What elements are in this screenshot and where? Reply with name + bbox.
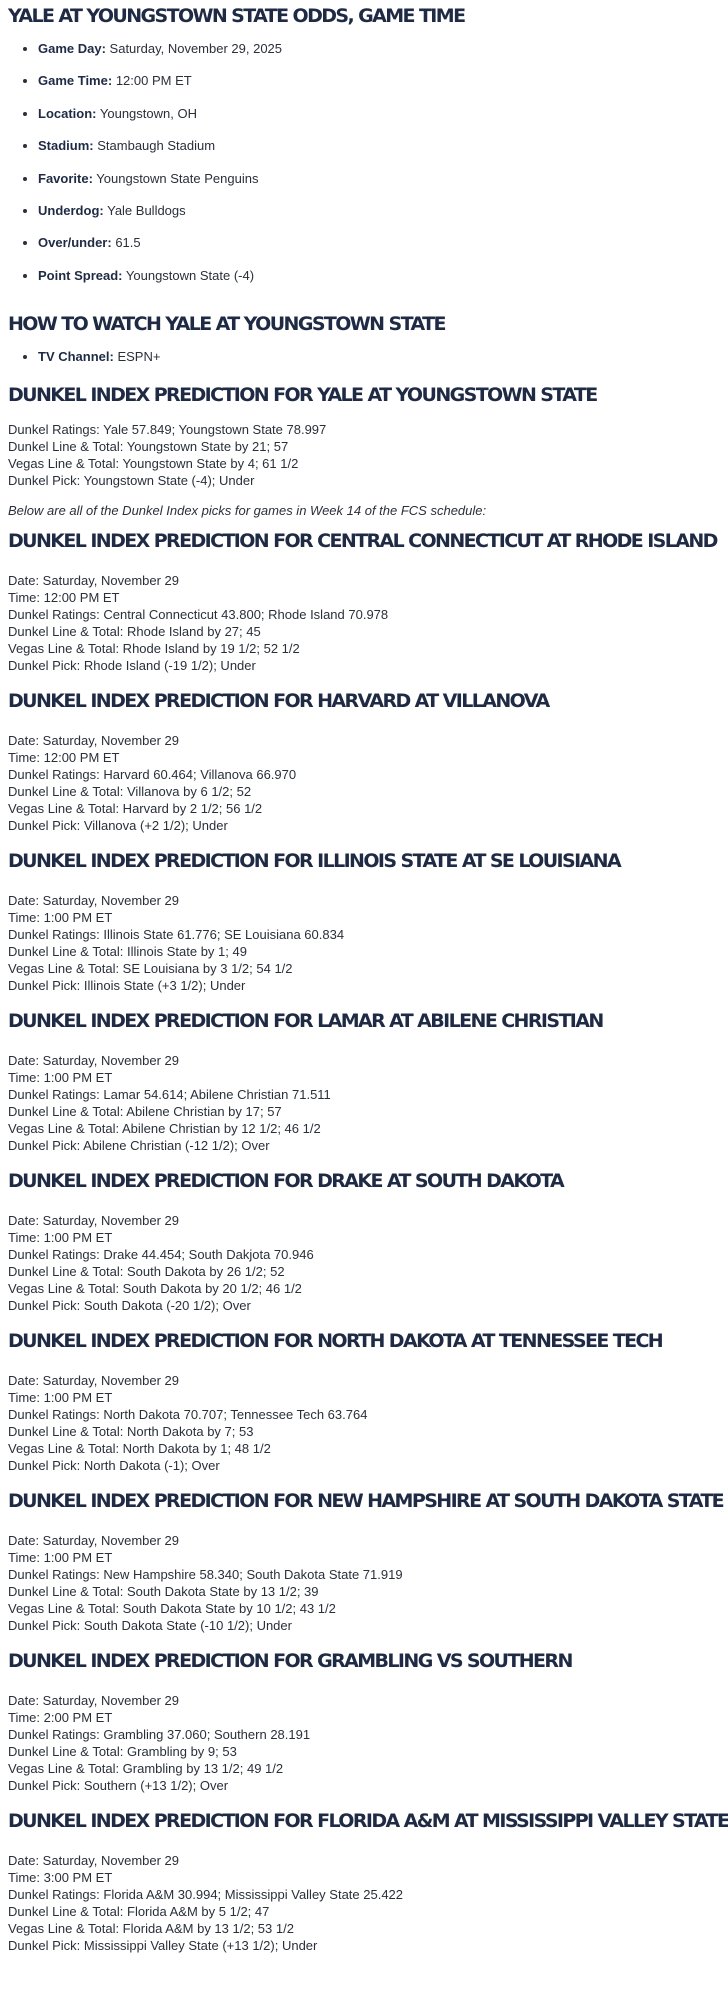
detail-line: Dunkel Ratings: Grambling 37.060; Southern 28.191: [8, 1726, 311, 1742]
prediction-section: [8, 1809, 728, 1954]
prediction-details: [8, 1052, 509, 1154]
fact-label: TV Channel:: [38, 349, 114, 365]
fact-item: [38, 106, 509, 138]
fact-label: Stadium:: [38, 138, 94, 154]
detail-line: Vegas Line & Total: South Dakota by 20 1/2; 46 1/2: [8, 1280, 302, 1296]
detail-line: Date: Saturday, November 29: [8, 1372, 180, 1388]
fact-item: [38, 235, 509, 267]
detail-line: Dunkel Pick: South Dakota State (-10 1/2); Under: [8, 1617, 292, 1633]
detail-line: Date: Saturday, November 29: [8, 572, 180, 588]
detail-line: Dunkel Pick: Rhode Island (-19 1/2); Under: [8, 657, 256, 673]
prediction-details: [8, 892, 509, 994]
detail-line: Dunkel Ratings: Florida A&M 30.994; Mississippi Valley State 25.422: [8, 1886, 404, 1902]
prediction-heading: DUNKEL INDEX PREDICTION FOR FLORIDA A&M AT MISSISSIPPI VALLEY STATE: [8, 1809, 728, 1832]
detail-line: Dunkel Pick: Abilene Christian (-12 1/2); Over: [8, 1137, 270, 1153]
prediction-details: [8, 1372, 509, 1474]
fact-value: Yale Bulldogs: [107, 202, 186, 218]
detail-line: Vegas Line & Total: Grambling by 13 1/2; 49 1/2: [8, 1760, 284, 1776]
fact-item: [38, 73, 509, 105]
detail-line: Dunkel Line & Total: Villanova by 6 1/2; 52: [8, 783, 252, 799]
detail-line: Dunkel Line & Total: Youngstown State by 21; 57: [8, 438, 289, 454]
detail-line: Dunkel Pick: Illinois State (+3 1/2); Under: [8, 977, 246, 993]
prediction-heading: DUNKEL INDEX PREDICTION FOR LAMAR AT ABILENE CHRISTIAN: [8, 1009, 603, 1032]
fact-label: Location:: [38, 105, 97, 121]
watch-heading: HOW TO WATCH YALE AT YOUNGSTOWN STATE: [8, 313, 445, 336]
prediction-heading: DUNKEL INDEX PREDICTION FOR CENTRAL CONNECTICUT AT RHODE ISLAND: [8, 529, 717, 552]
prediction-details: [8, 1532, 509, 1634]
detail-line: Dunkel Line & Total: South Dakota State by 13 1/2; 39: [8, 1583, 319, 1599]
detail-line: Dunkel Ratings: North Dakota 70.707; Tennessee Tech 63.764: [8, 1406, 368, 1422]
fact-value: Stambaugh Stadium: [97, 138, 216, 154]
detail-line: Time: 3:00 PM ET: [8, 1869, 113, 1885]
detail-line: Time: 12:00 PM ET: [8, 749, 120, 765]
predictions-list: [8, 529, 728, 1954]
detail-line: Dunkel Pick: South Dakota (-20 1/2); Over: [8, 1297, 251, 1313]
detail-line: Dunkel Pick: Villanova (+2 1/2); Under: [8, 817, 228, 833]
fact-value: Saturday, November 29, 2025: [109, 41, 283, 56]
main-prediction-details: [8, 421, 509, 489]
detail-line: Vegas Line & Total: Abilene Christian by 12 1/2; 46 1/2: [8, 1120, 321, 1136]
intro-text: Below are all of the Dunkel Index picks for games in Week 14 of the FCS schedule:: [8, 502, 487, 518]
prediction-section: [8, 1009, 603, 1154]
prediction-details: [8, 1692, 509, 1794]
detail-line: Dunkel Line & Total: Grambling by 9; 53: [8, 1743, 237, 1759]
article: [0, 4, 728, 1954]
prediction-heading: DUNKEL INDEX PREDICTION FOR NEW HAMPSHIRE AT SOUTH DAKOTA STATE: [8, 1489, 724, 1512]
detail-line: Dunkel Line & Total: North Dakota by 7; 53: [8, 1423, 254, 1439]
game-facts-list: [8, 41, 509, 300]
prediction-heading: DUNKEL INDEX PREDICTION FOR DRAKE AT SOUTH DAKOTA: [8, 1169, 564, 1192]
prediction-heading: DUNKEL INDEX PREDICTION FOR GRAMBLING VS SOUTHERN: [8, 1649, 572, 1672]
detail-line: Time: 1:00 PM ET: [8, 1069, 113, 1085]
detail-line: Vegas Line & Total: Youngstown State by 4; 61 1/2: [8, 455, 299, 471]
detail-line: Date: Saturday, November 29: [8, 1212, 180, 1228]
detail-line: Dunkel Ratings: Illinois State 61.776; SE Louisiana 60.834: [8, 926, 345, 942]
fact-label: Underdog:: [38, 202, 104, 218]
prediction-section: [8, 1489, 724, 1634]
detail-line: Time: 12:00 PM ET: [8, 589, 120, 605]
prediction-details: [8, 1212, 509, 1314]
fact-item: [38, 268, 509, 300]
prediction-section: [8, 849, 621, 994]
detail-line: Date: Saturday, November 29: [8, 1052, 180, 1068]
prediction-details: [8, 732, 509, 834]
detail-line: Date: Saturday, November 29: [8, 1532, 180, 1548]
detail-line: Date: Saturday, November 29: [8, 1692, 180, 1708]
detail-line: Dunkel Ratings: Drake 44.454; South Dakjota 70.946: [8, 1246, 314, 1262]
detail-line: Dunkel Ratings: New Hampshire 58.340; South Dakota State 71.919: [8, 1566, 403, 1582]
fact-value: 12:00 PM ET: [115, 73, 192, 89]
fact-label: Favorite:: [38, 170, 93, 186]
prediction-heading: DUNKEL INDEX PREDICTION FOR ILLINOIS STATE AT SE LOUISIANA: [8, 849, 621, 872]
detail-line: Dunkel Pick: Youngstown State (-4); Under: [8, 472, 255, 488]
prediction-section: [8, 1649, 572, 1794]
prediction-section: [8, 529, 717, 674]
fact-item: [38, 138, 509, 170]
detail-line: Time: 1:00 PM ET: [8, 1389, 113, 1405]
detail-line: Dunkel Pick: Southern (+13 1/2); Over: [8, 1777, 229, 1793]
detail-line: Date: Saturday, November 29: [8, 732, 180, 748]
prediction-details: [8, 1852, 509, 1954]
fact-value: Youngstown, OH: [99, 105, 197, 121]
fact-label: Game Time:: [38, 73, 113, 89]
fact-item: [38, 171, 509, 203]
fact-value: Youngstown State (-4): [125, 267, 255, 283]
fact-item: [38, 349, 509, 381]
prediction-heading: DUNKEL INDEX PREDICTION FOR NORTH DAKOTA AT TENNESSEE TECH: [8, 1329, 663, 1352]
prediction-section: [8, 1329, 663, 1474]
detail-line: Vegas Line & Total: Florida A&M by 13 1/2; 53 1/2: [8, 1920, 294, 1936]
detail-line: Dunkel Ratings: Harvard 60.464; Villanova 66.970: [8, 766, 297, 782]
detail-line: Dunkel Ratings: Central Connecticut 43.800; Rhode Island 70.978: [8, 606, 389, 622]
detail-line: Vegas Line & Total: SE Louisiana by 3 1/2; 54 1/2: [8, 960, 293, 976]
detail-line: Dunkel Line & Total: South Dakota by 26 1/2; 52: [8, 1263, 285, 1279]
fact-item: [38, 41, 509, 73]
prediction-section: [8, 1169, 564, 1314]
fact-value: Youngstown State Penguins: [96, 170, 259, 186]
detail-line: Dunkel Pick: Mississippi Valley State (+13 1/2); Under: [8, 1937, 318, 1953]
detail-line: Time: 2:00 PM ET: [8, 1709, 113, 1725]
fact-label: Game Day:: [38, 41, 106, 56]
fact-value: 61.5: [115, 235, 141, 251]
detail-line: Dunkel Line & Total: Rhode Island by 27; 45: [8, 623, 261, 639]
main-prediction-heading: DUNKEL INDEX PREDICTION FOR YALE AT YOUNGSTOWN STATE: [8, 383, 597, 406]
detail-line: Vegas Line & Total: North Dakota by 1; 48 1/2: [8, 1440, 271, 1456]
game-heading: YALE AT YOUNGSTOWN STATE ODDS, GAME TIME: [8, 5, 465, 27]
fact-item: [38, 203, 509, 235]
detail-line: Date: Saturday, November 29: [8, 1852, 180, 1868]
prediction-details: [8, 572, 509, 674]
detail-line: Dunkel Pick: North Dakota (-1); Over: [8, 1457, 220, 1473]
detail-line: Dunkel Ratings: Lamar 54.614; Abilene Christian 71.511: [8, 1086, 331, 1102]
detail-line: Vegas Line & Total: Harvard by 2 1/2; 56 1/2: [8, 800, 263, 816]
detail-line: Vegas Line & Total: South Dakota State by 10 1/2; 43 1/2: [8, 1600, 336, 1616]
detail-line: Time: 1:00 PM ET: [8, 1229, 113, 1245]
prediction-section: [8, 689, 549, 834]
detail-line: Dunkel Line & Total: Abilene Christian by 17; 57: [8, 1103, 282, 1119]
detail-line: Time: 1:00 PM ET: [8, 909, 113, 925]
detail-line: Vegas Line & Total: Rhode Island by 19 1/2; 52 1/2: [8, 640, 300, 656]
watch-facts-list: [8, 349, 509, 381]
fact-label: Over/under:: [38, 235, 112, 251]
detail-line: Dunkel Ratings: Yale 57.849; Youngstown State 78.997: [8, 421, 327, 437]
fact-value: ESPN+: [117, 349, 161, 365]
detail-line: Date: Saturday, November 29: [8, 892, 180, 908]
detail-line: Time: 1:00 PM ET: [8, 1549, 113, 1565]
detail-line: Dunkel Line & Total: Illinois State by 1; 49: [8, 943, 247, 959]
detail-line: Dunkel Line & Total: Florida A&M by 5 1/2; 47: [8, 1903, 270, 1919]
prediction-heading: DUNKEL INDEX PREDICTION FOR HARVARD AT VILLANOVA: [8, 689, 549, 712]
fact-label: Point Spread:: [38, 267, 123, 283]
